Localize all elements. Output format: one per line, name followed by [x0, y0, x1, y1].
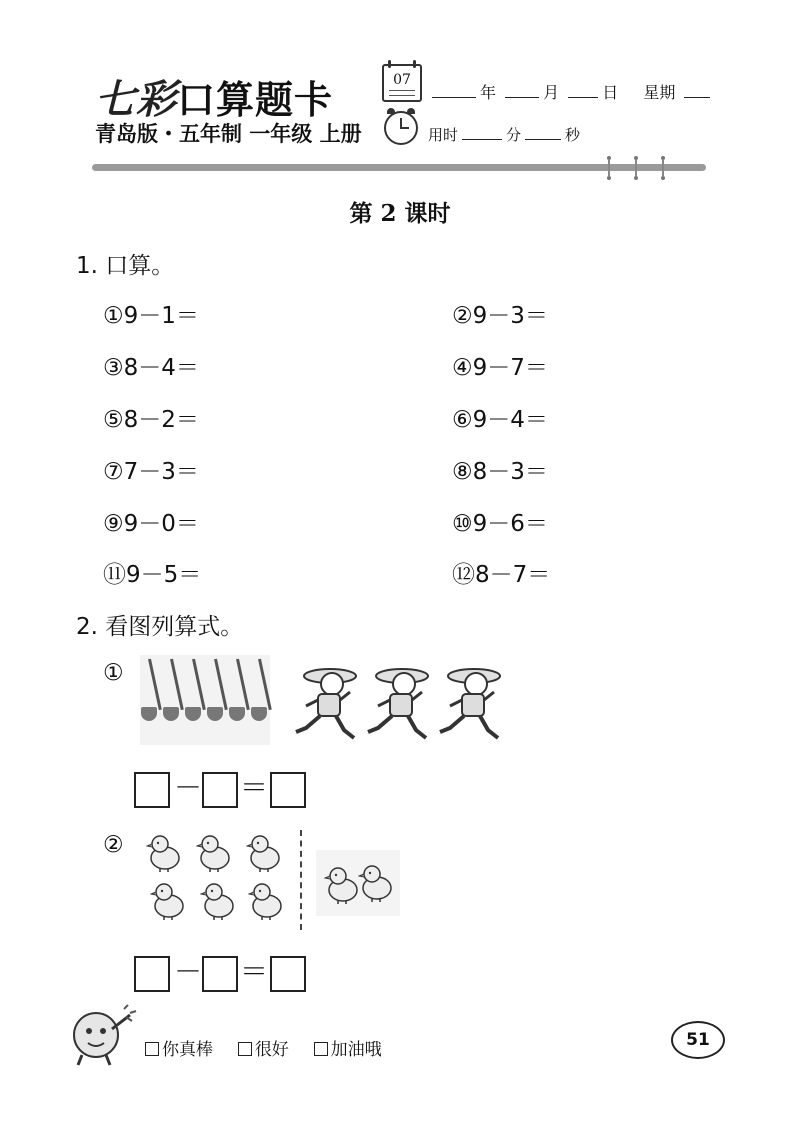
rule-ornament [607, 156, 611, 180]
running-kids-picture [288, 660, 508, 750]
edition-label: 青岛版・五年制 一年级 上册 [95, 122, 362, 146]
answer-box[interactable] [270, 772, 306, 808]
chick-icon [150, 880, 186, 920]
shovel-icon [164, 659, 178, 729]
running-kid-icon [360, 662, 430, 744]
equals-sign: ＝ [240, 955, 269, 988]
chicks-picture-right [316, 850, 400, 916]
shovel-icon [142, 659, 156, 729]
problem: ⑥9－4＝ [452, 407, 548, 433]
problem: ③8－4＝ [103, 355, 199, 381]
problem: ⑨9－0＝ [103, 511, 199, 537]
chick-icon [246, 832, 282, 872]
checkbox-icon[interactable] [314, 1042, 328, 1056]
brand-logo: 七彩口算题卡 [95, 76, 334, 123]
problem: ⑧8－3＝ [452, 459, 548, 485]
checkbox-icon[interactable] [238, 1042, 252, 1056]
problem: ⑫8－7＝ [452, 562, 551, 588]
chick-icon [200, 880, 236, 920]
answer-box[interactable] [270, 956, 306, 992]
problem: ⑩9－6＝ [452, 511, 548, 537]
section1-title: 1. 口算。 [76, 253, 175, 279]
section2-title: 2. 看图列算式。 [76, 614, 244, 640]
answer-box[interactable] [134, 956, 170, 992]
shovel-icon [208, 659, 222, 729]
problem: ⑪9－5＝ [103, 562, 202, 588]
chick-icon [196, 832, 232, 872]
problem: ⑤8－2＝ [103, 407, 199, 433]
answer-box[interactable] [202, 772, 238, 808]
page-number: 51 [671, 1021, 725, 1059]
minus-sign: － [174, 955, 203, 988]
shovel-icon [186, 659, 200, 729]
rating-options: 你真棒 很好 加油哦 [145, 1035, 382, 1060]
minus-sign: － [174, 771, 203, 804]
problem: ①9－1＝ [103, 303, 199, 329]
running-kid-icon [432, 662, 502, 744]
chick-icon [358, 862, 394, 902]
chick-icon [146, 832, 182, 872]
divider-dashed-line [300, 830, 302, 930]
chick-icon [324, 864, 360, 904]
problem: ④9－7＝ [452, 355, 548, 381]
shovels-picture [140, 655, 270, 745]
rule-ornament [634, 156, 638, 180]
time-used-line: 用时 分 秒 [428, 126, 581, 144]
problem: ⑦7－3＝ [103, 459, 199, 485]
item-marker: ① [103, 660, 124, 686]
item-marker: ② [103, 832, 124, 858]
answer-box[interactable] [202, 956, 238, 992]
problem: ②9－3＝ [452, 303, 548, 329]
mascot-icon [66, 1003, 138, 1069]
running-kid-icon [288, 662, 358, 744]
clock-icon [384, 111, 418, 145]
header-rule [92, 164, 706, 171]
date-line: 年 月 日 星期 [428, 80, 714, 103]
checkbox-icon[interactable] [145, 1042, 159, 1056]
calendar-icon: 07 [382, 64, 422, 102]
shovel-icon [230, 659, 244, 729]
chicks-picture-left [142, 828, 292, 930]
equals-sign: ＝ [240, 771, 269, 804]
shovel-icon [252, 659, 266, 729]
rule-ornament [661, 156, 665, 180]
answer-box[interactable] [134, 772, 170, 808]
lesson-title: 第 2 课时 [349, 200, 451, 227]
chick-icon [248, 880, 284, 920]
